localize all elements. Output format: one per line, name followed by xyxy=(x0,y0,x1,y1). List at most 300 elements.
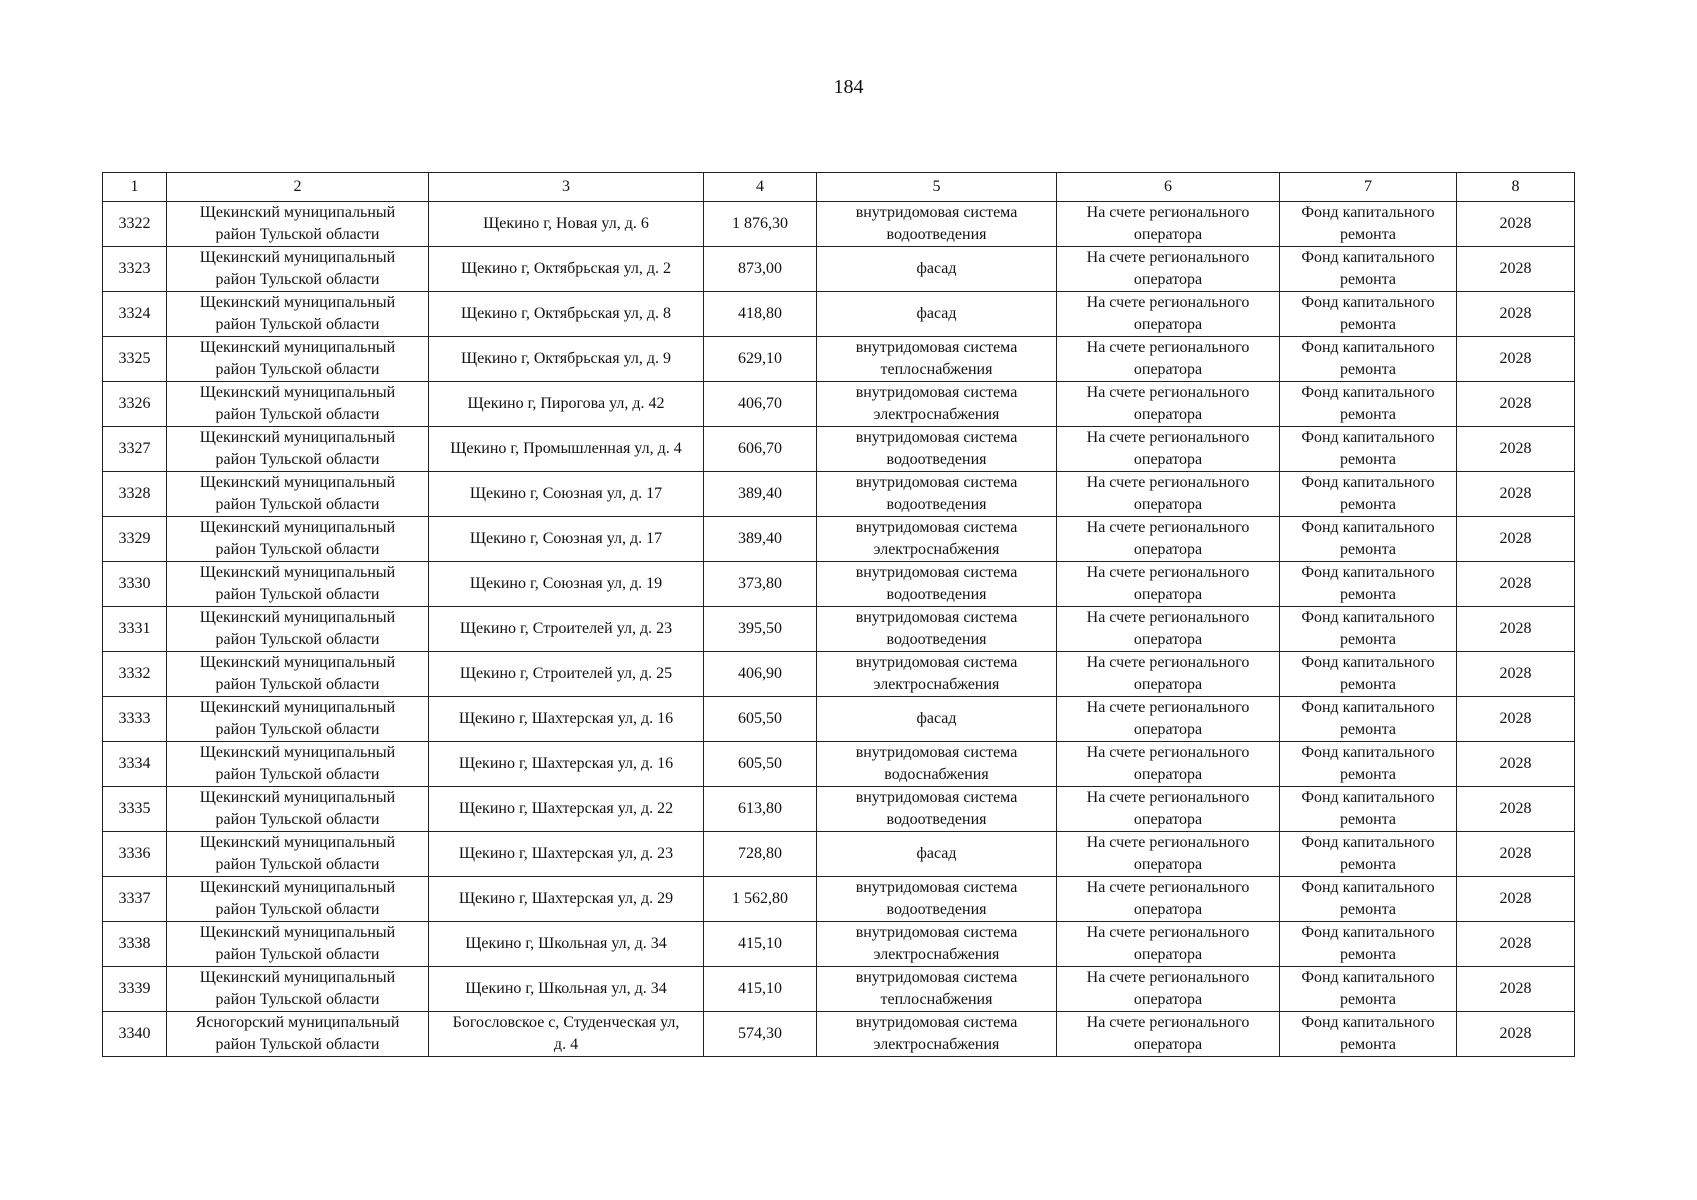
year-cell: 2028 xyxy=(1457,652,1575,697)
header-col-4: 4 xyxy=(704,173,817,202)
area-cell: 418,80 xyxy=(704,292,817,337)
table-row xyxy=(103,337,1575,382)
funding-source-cell-line: ремонта xyxy=(1339,1036,1397,1053)
fund-account-cell xyxy=(1057,742,1280,787)
district-cell-line: Щекинский муниципальный xyxy=(199,654,396,671)
repair-work-cell-line: внутридомовая система xyxy=(855,339,1018,356)
district-cell xyxy=(167,697,429,742)
funding-source-cell xyxy=(1280,382,1457,427)
area-cell: 728,80 xyxy=(704,832,817,877)
district-cell-line: Щекинский муниципальный xyxy=(199,879,396,896)
row-number-cell: 3332 xyxy=(103,652,167,697)
fund-account-cell-line: На счете регионального xyxy=(1086,744,1250,761)
repair-work-cell-line: водоотведения xyxy=(886,496,987,513)
funding-source-cell-line: Фонд капитального xyxy=(1301,564,1435,581)
row-number-cell: 3334 xyxy=(103,742,167,787)
fund-account-cell-line: На счете регионального xyxy=(1086,564,1250,581)
funding-source-cell-line: ремонта xyxy=(1339,271,1397,288)
table-row xyxy=(103,967,1575,1012)
repair-work-cell xyxy=(817,832,1057,877)
address-cell xyxy=(429,562,704,607)
district-cell xyxy=(167,247,429,292)
address-cell xyxy=(429,337,704,382)
area-cell: 605,50 xyxy=(704,697,817,742)
repair-work-cell-line: водоотведения xyxy=(886,451,987,468)
fund-account-cell-line: На счете регионального xyxy=(1086,204,1250,221)
funding-source-cell xyxy=(1280,472,1457,517)
row-number-cell: 3323 xyxy=(103,247,167,292)
funding-source-cell xyxy=(1280,427,1457,472)
fund-account-cell-line: На счете регионального xyxy=(1086,969,1250,986)
repair-work-cell-line: водоотведения xyxy=(886,901,987,918)
address-cell-line: Щекино г, Шахтерская ул, д. 29 xyxy=(458,890,674,907)
fund-account-cell-line: оператора xyxy=(1133,676,1203,693)
funding-source-cell-line: ремонта xyxy=(1339,766,1397,783)
year-cell: 2028 xyxy=(1457,742,1575,787)
district-cell-line: Щекинский муниципальный xyxy=(199,924,396,941)
year-cell: 2028 xyxy=(1457,922,1575,967)
fund-account-cell xyxy=(1057,292,1280,337)
fund-account-cell xyxy=(1057,697,1280,742)
area-cell: 389,40 xyxy=(704,472,817,517)
row-number-cell: 3327 xyxy=(103,427,167,472)
district-cell-line: район Тульской области xyxy=(215,451,380,468)
fund-account-cell xyxy=(1057,967,1280,1012)
repair-work-cell-line: внутридомовая система xyxy=(855,609,1018,626)
area-cell: 373,80 xyxy=(704,562,817,607)
row-number-cell: 3333 xyxy=(103,697,167,742)
table-row xyxy=(103,517,1575,562)
funding-source-cell-line: ремонта xyxy=(1339,811,1397,828)
address-cell xyxy=(429,247,704,292)
district-cell-line: Ясногорский муниципальный xyxy=(195,1014,400,1031)
fund-account-cell-line: оператора xyxy=(1133,766,1203,783)
capital-repair-table xyxy=(102,172,1575,1057)
repair-work-cell xyxy=(817,202,1057,247)
district-cell-line: район Тульской области xyxy=(215,361,380,378)
funding-source-cell-line: ремонта xyxy=(1339,226,1397,243)
fund-account-cell-line: На счете регионального xyxy=(1086,924,1250,941)
repair-work-cell-line: внутридомовая система xyxy=(855,519,1018,536)
funding-source-cell-line: ремонта xyxy=(1339,631,1397,648)
district-cell xyxy=(167,472,429,517)
address-cell-line: Щекино г, Шахтерская ул, д. 22 xyxy=(458,800,674,817)
table-row xyxy=(103,427,1575,472)
district-cell-line: район Тульской области xyxy=(215,586,380,603)
repair-work-cell-line: внутридомовая система xyxy=(855,1014,1018,1031)
repair-work-cell xyxy=(817,607,1057,652)
funding-source-cell xyxy=(1280,832,1457,877)
district-cell xyxy=(167,877,429,922)
district-cell-line: район Тульской области xyxy=(215,271,380,288)
repair-work-cell-line: водоснабжения xyxy=(884,766,989,783)
fund-account-cell-line: оператора xyxy=(1133,721,1203,738)
repair-work-cell-line: внутридомовая система xyxy=(855,969,1018,986)
fund-account-cell-line: На счете регионального xyxy=(1086,699,1250,716)
address-cell-line: Щекино г, Союзная ул, д. 19 xyxy=(469,575,663,592)
funding-source-cell-line: Фонд капитального xyxy=(1301,474,1435,491)
address-cell xyxy=(429,202,704,247)
fund-account-cell-line: оператора xyxy=(1133,586,1203,603)
district-cell-line: район Тульской области xyxy=(215,406,380,423)
district-cell-line: район Тульской области xyxy=(215,991,380,1008)
repair-work-cell-line: водоотведения xyxy=(886,586,987,603)
fund-account-cell-line: оператора xyxy=(1133,631,1203,648)
funding-source-cell xyxy=(1280,247,1457,292)
district-cell-line: Щекинский муниципальный xyxy=(199,699,396,716)
district-cell-line: район Тульской области xyxy=(215,946,380,963)
address-cell xyxy=(429,787,704,832)
repair-work-cell-line: фасад xyxy=(916,260,957,277)
funding-source-cell-line: Фонд капитального xyxy=(1301,879,1435,896)
funding-source-cell xyxy=(1280,742,1457,787)
fund-account-cell xyxy=(1057,427,1280,472)
district-cell xyxy=(167,787,429,832)
district-cell-line: район Тульской области xyxy=(215,316,380,333)
funding-source-cell xyxy=(1280,967,1457,1012)
repair-work-cell-line: водоотведения xyxy=(886,631,987,648)
funding-source-cell-line: Фонд капитального xyxy=(1301,204,1435,221)
address-cell-line: д. 4 xyxy=(553,1036,579,1053)
funding-source-cell-line: ремонта xyxy=(1339,856,1397,873)
table-row xyxy=(103,832,1575,877)
area-cell: 605,50 xyxy=(704,742,817,787)
repair-work-cell-line: внутридомовая система xyxy=(855,879,1018,896)
fund-account-cell xyxy=(1057,202,1280,247)
address-cell-line: Щекино г, Октябрьская ул, д. 2 xyxy=(460,260,672,277)
header-col-6: 6 xyxy=(1057,173,1280,202)
table-row xyxy=(103,922,1575,967)
funding-source-cell xyxy=(1280,607,1457,652)
repair-work-cell xyxy=(817,562,1057,607)
header-col-5: 5 xyxy=(817,173,1057,202)
table-row xyxy=(103,202,1575,247)
district-cell xyxy=(167,382,429,427)
table-row xyxy=(103,607,1575,652)
funding-source-cell-line: Фонд капитального xyxy=(1301,609,1435,626)
district-cell-line: район Тульской области xyxy=(215,811,380,828)
fund-account-cell-line: На счете регионального xyxy=(1086,789,1250,806)
funding-source-cell xyxy=(1280,922,1457,967)
funding-source-cell-line: Фонд капитального xyxy=(1301,834,1435,851)
area-cell: 629,10 xyxy=(704,337,817,382)
fund-account-cell xyxy=(1057,607,1280,652)
header-row xyxy=(103,173,1575,202)
district-cell-line: Щекинский муниципальный xyxy=(199,744,396,761)
funding-source-cell-line: ремонта xyxy=(1339,946,1397,963)
row-number-cell: 3322 xyxy=(103,202,167,247)
year-cell: 2028 xyxy=(1457,517,1575,562)
repair-work-cell xyxy=(817,967,1057,1012)
district-cell-line: Щекинский муниципальный xyxy=(199,339,396,356)
funding-source-cell-line: Фонд капитального xyxy=(1301,789,1435,806)
year-cell: 2028 xyxy=(1457,202,1575,247)
funding-source-cell-line: Фонд капитального xyxy=(1301,339,1435,356)
funding-source-cell-line: Фонд капитального xyxy=(1301,969,1435,986)
funding-source-cell xyxy=(1280,697,1457,742)
header-col-1: 1 xyxy=(103,173,167,202)
district-cell-line: район Тульской области xyxy=(215,541,380,558)
table-row xyxy=(103,382,1575,427)
funding-source-cell xyxy=(1280,292,1457,337)
repair-work-cell xyxy=(817,652,1057,697)
fund-account-cell-line: На счете регионального xyxy=(1086,339,1250,356)
area-cell: 389,40 xyxy=(704,517,817,562)
table-body xyxy=(103,202,1575,1057)
district-cell-line: район Тульской области xyxy=(215,766,380,783)
fund-account-cell-line: На счете регионального xyxy=(1086,429,1250,446)
area-cell: 406,90 xyxy=(704,652,817,697)
fund-account-cell-line: оператора xyxy=(1133,856,1203,873)
district-cell xyxy=(167,427,429,472)
district-cell-line: Щекинский муниципальный xyxy=(199,474,396,491)
address-cell-line: Щекино г, Союзная ул, д. 17 xyxy=(469,485,663,502)
repair-work-cell xyxy=(817,382,1057,427)
year-cell: 2028 xyxy=(1457,877,1575,922)
address-cell-line: Щекино г, Шахтерская ул, д. 16 xyxy=(458,710,674,727)
fund-account-cell-line: оператора xyxy=(1133,271,1203,288)
repair-work-cell-line: электроснабжения xyxy=(873,406,1000,423)
year-cell: 2028 xyxy=(1457,832,1575,877)
table-row xyxy=(103,247,1575,292)
funding-source-cell-line: ремонта xyxy=(1339,676,1397,693)
fund-account-cell-line: оператора xyxy=(1133,541,1203,558)
year-cell: 2028 xyxy=(1457,472,1575,517)
district-cell-line: район Тульской области xyxy=(215,1036,380,1053)
row-number-cell: 3330 xyxy=(103,562,167,607)
repair-work-cell-line: фасад xyxy=(916,305,957,322)
area-cell: 395,50 xyxy=(704,607,817,652)
year-cell: 2028 xyxy=(1457,787,1575,832)
area-cell: 873,00 xyxy=(704,247,817,292)
area-cell: 415,10 xyxy=(704,967,817,1012)
year-cell: 2028 xyxy=(1457,292,1575,337)
area-cell: 606,70 xyxy=(704,427,817,472)
repair-work-cell xyxy=(817,292,1057,337)
funding-source-cell-line: Фонд капитального xyxy=(1301,249,1435,266)
fund-account-cell-line: оператора xyxy=(1133,1036,1203,1053)
repair-work-cell-line: внутридомовая система xyxy=(855,564,1018,581)
address-cell-line: Щекино г, Строителей ул, д. 25 xyxy=(459,665,673,682)
table-row xyxy=(103,877,1575,922)
funding-source-cell-line: Фонд капитального xyxy=(1301,744,1435,761)
address-cell xyxy=(429,472,704,517)
row-number-cell: 3340 xyxy=(103,1012,167,1057)
table-header xyxy=(103,173,1575,202)
funding-source-cell-line: Фонд капитального xyxy=(1301,294,1435,311)
district-cell-line: Щекинский муниципальный xyxy=(199,789,396,806)
district-cell xyxy=(167,337,429,382)
address-cell xyxy=(429,382,704,427)
district-cell-line: Щекинский муниципальный xyxy=(199,834,396,851)
fund-account-cell-line: На счете регионального xyxy=(1086,474,1250,491)
address-cell-line: Щекино г, Октябрьская ул, д. 8 xyxy=(460,305,672,322)
funding-source-cell-line: Фонд капитального xyxy=(1301,429,1435,446)
area-cell: 613,80 xyxy=(704,787,817,832)
header-col-3: 3 xyxy=(429,173,704,202)
address-cell xyxy=(429,877,704,922)
fund-account-cell-line: оператора xyxy=(1133,451,1203,468)
row-number-cell: 3339 xyxy=(103,967,167,1012)
address-cell-line: Щекино г, Школьная ул, д. 34 xyxy=(465,935,667,952)
district-cell xyxy=(167,292,429,337)
repair-work-cell xyxy=(817,922,1057,967)
funding-source-cell-line: Фонд капитального xyxy=(1301,654,1435,671)
fund-account-cell-line: На счете регионального xyxy=(1086,1014,1250,1031)
funding-source-cell-line: ремонта xyxy=(1339,901,1397,918)
area-cell: 574,30 xyxy=(704,1012,817,1057)
table-row xyxy=(103,697,1575,742)
table-row xyxy=(103,787,1575,832)
repair-work-cell-line: внутридомовая система xyxy=(855,924,1018,941)
repair-work-cell-line: водоотведения xyxy=(886,811,987,828)
year-cell: 2028 xyxy=(1457,967,1575,1012)
funding-source-cell xyxy=(1280,202,1457,247)
table-row xyxy=(103,742,1575,787)
funding-source-cell-line: ремонта xyxy=(1339,541,1397,558)
fund-account-cell-line: На счете регионального xyxy=(1086,384,1250,401)
address-cell xyxy=(429,652,704,697)
address-cell-line: Щекино г, Союзная ул, д. 17 xyxy=(469,530,663,547)
fund-account-cell-line: оператора xyxy=(1133,991,1203,1008)
repair-work-cell-line: теплоснабжения xyxy=(880,361,993,378)
fund-account-cell xyxy=(1057,787,1280,832)
area-cell: 415,10 xyxy=(704,922,817,967)
address-cell-line: Щекино г, Промышленная ул, д. 4 xyxy=(450,440,682,457)
district-cell-line: район Тульской области xyxy=(215,856,380,873)
repair-work-cell xyxy=(817,742,1057,787)
address-cell xyxy=(429,922,704,967)
year-cell: 2028 xyxy=(1457,427,1575,472)
funding-source-cell-line: ремонта xyxy=(1339,721,1397,738)
row-number-cell: 3331 xyxy=(103,607,167,652)
district-cell xyxy=(167,562,429,607)
fund-account-cell-line: оператора xyxy=(1133,406,1203,423)
address-cell xyxy=(429,742,704,787)
district-cell xyxy=(167,1012,429,1057)
address-cell-line: Щекино г, Пирогова ул, д. 42 xyxy=(467,395,665,412)
repair-work-cell-line: внутридомовая система xyxy=(855,744,1018,761)
fund-account-cell xyxy=(1057,562,1280,607)
repair-work-cell-line: водоотведения xyxy=(886,226,987,243)
area-cell: 1 876,30 xyxy=(704,202,817,247)
fund-account-cell-line: На счете регионального xyxy=(1086,654,1250,671)
table-row xyxy=(103,1012,1575,1057)
year-cell: 2028 xyxy=(1457,697,1575,742)
fund-account-cell-line: оператора xyxy=(1133,226,1203,243)
district-cell-line: Щекинский муниципальный xyxy=(199,609,396,626)
address-cell xyxy=(429,1012,704,1057)
fund-account-cell xyxy=(1057,472,1280,517)
header-col-7: 7 xyxy=(1280,173,1457,202)
funding-source-cell-line: ремонта xyxy=(1339,406,1397,423)
repair-work-cell-line: электроснабжения xyxy=(873,946,1000,963)
district-cell-line: Щекинский муниципальный xyxy=(199,429,396,446)
district-cell xyxy=(167,967,429,1012)
row-number-cell: 3337 xyxy=(103,877,167,922)
fund-account-cell xyxy=(1057,832,1280,877)
district-cell-line: район Тульской области xyxy=(215,226,380,243)
repair-work-cell-line: теплоснабжения xyxy=(880,991,993,1008)
table-row xyxy=(103,472,1575,517)
district-cell xyxy=(167,832,429,877)
area-cell: 406,70 xyxy=(704,382,817,427)
district-cell xyxy=(167,607,429,652)
address-cell-line: Щекино г, Школьная ул, д. 34 xyxy=(465,980,667,997)
fund-account-cell-line: оператора xyxy=(1133,901,1203,918)
header-col-8: 8 xyxy=(1457,173,1575,202)
district-cell-line: район Тульской области xyxy=(215,901,380,918)
year-cell: 2028 xyxy=(1457,337,1575,382)
repair-work-cell xyxy=(817,247,1057,292)
funding-source-cell-line: Фонд капитального xyxy=(1301,1014,1435,1031)
repair-work-cell xyxy=(817,877,1057,922)
repair-work-cell xyxy=(817,517,1057,562)
year-cell: 2028 xyxy=(1457,1012,1575,1057)
year-cell: 2028 xyxy=(1457,382,1575,427)
repair-work-cell-line: электроснабжения xyxy=(873,1036,1000,1053)
funding-source-cell-line: Фонд капитального xyxy=(1301,519,1435,536)
header-col-2: 2 xyxy=(167,173,429,202)
district-cell-line: Щекинский муниципальный xyxy=(199,519,396,536)
area-cell: 1 562,80 xyxy=(704,877,817,922)
repair-work-cell-line: внутридомовая система xyxy=(855,654,1018,671)
address-cell xyxy=(429,832,704,877)
district-cell-line: Щекинский муниципальный xyxy=(199,294,396,311)
repair-work-cell xyxy=(817,697,1057,742)
fund-account-cell-line: На счете регионального xyxy=(1086,294,1250,311)
fund-account-cell xyxy=(1057,877,1280,922)
row-number-cell: 3338 xyxy=(103,922,167,967)
page-number: 184 xyxy=(833,76,864,98)
funding-source-cell-line: ремонта xyxy=(1339,451,1397,468)
fund-account-cell-line: На счете регионального xyxy=(1086,249,1250,266)
table-row xyxy=(103,292,1575,337)
address-cell xyxy=(429,607,704,652)
address-cell-line: Щекино г, Шахтерская ул, д. 23 xyxy=(458,845,674,862)
address-cell-line: Щекино г, Октябрьская ул, д. 9 xyxy=(460,350,672,367)
district-cell-line: район Тульской области xyxy=(215,631,380,648)
funding-source-cell xyxy=(1280,787,1457,832)
fund-account-cell xyxy=(1057,382,1280,427)
fund-account-cell-line: оператора xyxy=(1133,496,1203,513)
funding-source-cell-line: Фонд капитального xyxy=(1301,384,1435,401)
district-cell xyxy=(167,517,429,562)
funding-source-cell xyxy=(1280,1012,1457,1057)
address-cell-line: Богословское с, Студенческая ул, xyxy=(452,1014,680,1031)
year-cell: 2028 xyxy=(1457,247,1575,292)
address-cell-line: Щекино г, Шахтерская ул, д. 16 xyxy=(458,755,674,772)
district-cell-line: Щекинский муниципальный xyxy=(199,384,396,401)
district-cell xyxy=(167,742,429,787)
table-row xyxy=(103,562,1575,607)
repair-work-cell xyxy=(817,427,1057,472)
address-cell xyxy=(429,967,704,1012)
repair-work-cell-line: электроснабжения xyxy=(873,676,1000,693)
funding-source-cell xyxy=(1280,562,1457,607)
row-number-cell: 3336 xyxy=(103,832,167,877)
repair-work-cell xyxy=(817,472,1057,517)
address-cell-line: Щекино г, Новая ул, д. 6 xyxy=(483,215,649,232)
repair-work-cell-line: внутридомовая система xyxy=(855,204,1018,221)
funding-source-cell-line: ремонта xyxy=(1339,991,1397,1008)
fund-account-cell xyxy=(1057,1012,1280,1057)
repair-work-cell-line: внутридомовая система xyxy=(855,474,1018,491)
district-cell-line: район Тульской области xyxy=(215,496,380,513)
funding-source-cell-line: Фонд капитального xyxy=(1301,924,1435,941)
district-cell-line: Щекинский муниципальный xyxy=(199,969,396,986)
repair-work-cell-line: фасад xyxy=(916,845,957,862)
